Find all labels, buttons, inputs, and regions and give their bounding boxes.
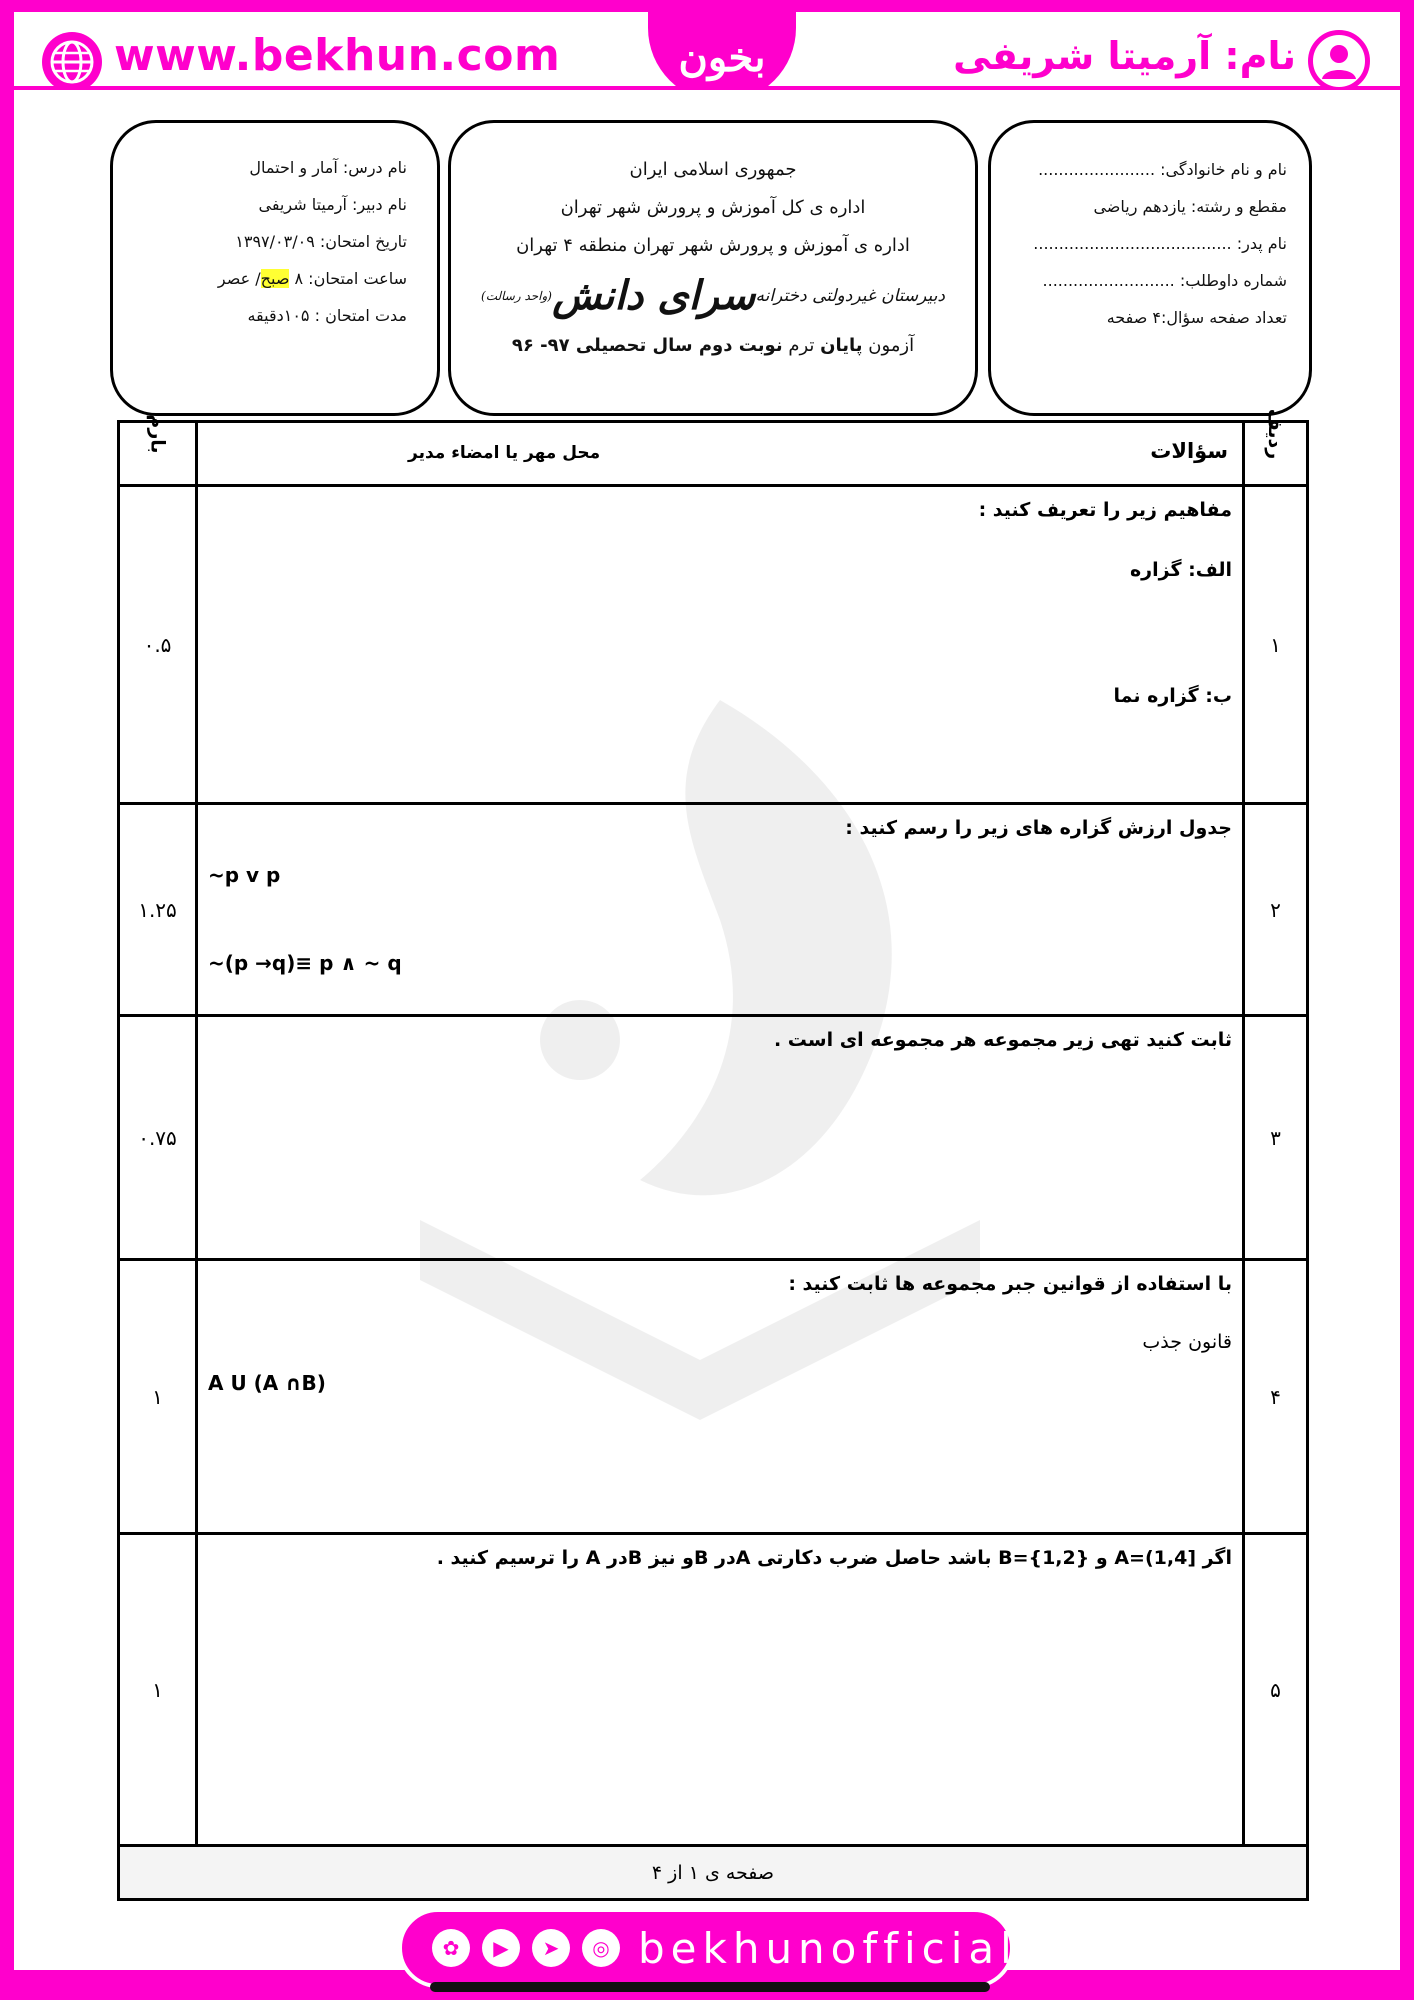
question-number: ۲ <box>1244 804 1308 1016</box>
question-cell <box>197 1534 1244 1846</box>
question-cell <box>197 1016 1244 1260</box>
school-row <box>451 265 975 327</box>
question-subtitle: قانون جذب <box>1142 1331 1232 1353</box>
stamp-area-label: محل مهر یا امضاء مدیر <box>408 443 601 463</box>
exam-title-term: ترم <box>782 335 821 356</box>
exam-time-suffix: / عصر <box>217 269 261 288</box>
column-header-score-text: بارم <box>146 414 169 454</box>
question-cell <box>197 486 1244 804</box>
question-text: مفاهیم زیر را تعریف کنید : <box>978 499 1232 521</box>
page-count-field: تعداد صفحه سؤال:۴ صفحه <box>1106 308 1287 327</box>
question-text: جدول ارزش گزاره های زیر را رسم کنید : <box>845 817 1232 839</box>
formula-2: ~(p →q)≡ p ∧ ~ q <box>208 951 402 975</box>
teacher-name: نام دبیر: آرمیتا شریفی <box>258 195 407 214</box>
question-score: ۱ <box>119 1260 197 1534</box>
exam-title-round: نوبت دوم <box>698 335 783 356</box>
formula-1: A U (A ∩B) <box>208 1371 326 1395</box>
student-name: نام: آرمیتا شریفی <box>953 34 1296 78</box>
social-icons <box>432 1929 620 1967</box>
telegram-icon[interactable]: ➤ <box>532 1929 570 1967</box>
exam-time-prefix: ساعت امتحان: ۸ <box>289 269 407 288</box>
question-text: اگر [1,4)=A و {1,2}=B باشد حاصل ضرب دکارتی Aدر Bو نیز Bدر A را ترسیم کنید . <box>436 1547 1232 1569</box>
formula-1: ~p v p <box>208 863 281 887</box>
question-score: ۱.۲۵ <box>119 804 197 1016</box>
question-score: ۱ <box>119 1534 197 1846</box>
school-header-box <box>448 120 978 416</box>
exam-time <box>133 260 407 297</box>
exam-duration: مدت امتحان : ۱۰۵دقیقه <box>247 306 407 325</box>
question-part-a: الف: گزاره <box>1129 559 1232 581</box>
school-type: دبیرستان غیردولتی دخترانه <box>755 286 945 306</box>
school-name: سرای دانش <box>552 272 756 319</box>
table-row <box>119 1016 1308 1260</box>
exam-title <box>451 327 975 365</box>
school-branch: (واحد رسالت) <box>481 289 552 303</box>
father-name-field: نام پدر: ....................................... <box>1033 234 1287 253</box>
exam-title-year: سال تحصیلی ۹۷- ۹۶ <box>511 335 699 356</box>
column-header-number <box>1244 408 1308 486</box>
table-header-row <box>119 422 1308 486</box>
question-cell <box>197 1260 1244 1534</box>
question-number: ۵ <box>1244 1534 1308 1846</box>
education-office-line: اداره ی کل آموزش و پرورش شهر تهران <box>560 197 866 218</box>
site-url-link[interactable]: www.bekhun.com <box>114 30 561 81</box>
table-row <box>119 1534 1308 1846</box>
question-score: ۰.۷۵ <box>119 1016 197 1260</box>
question-text: ثابت کنید تهی زیر مجموعه هر مجموعه ای است . <box>773 1029 1232 1051</box>
exam-info-box <box>110 120 440 416</box>
question-number: ۴ <box>1244 1260 1308 1534</box>
column-header-questions-text: سؤالات <box>1150 439 1228 463</box>
column-header-questions <box>197 422 1244 486</box>
top-bar <box>0 0 1414 92</box>
exam-title-final: پایان <box>820 335 863 356</box>
brand-logo-text: بخون <box>678 33 766 81</box>
person-icon <box>1308 30 1370 92</box>
exam-time-highlight: صبح <box>260 269 290 288</box>
page-number: صفحه ی ۱ از ۴ <box>119 1846 1308 1900</box>
globe-icon <box>42 32 102 92</box>
table-row <box>119 804 1308 1016</box>
youtube-icon[interactable]: ▶ <box>482 1929 520 1967</box>
question-cell <box>197 804 1244 1016</box>
bottom-shadow <box>430 1982 990 1992</box>
exam-date: تاریخ امتحان: ۱۳۹۷/۰۳/۰۹ <box>235 232 407 251</box>
social-handle[interactable]: bekhunofficial <box>638 1923 1018 1973</box>
social-bar <box>398 1908 1018 1988</box>
question-number: ۱ <box>1244 486 1308 804</box>
question-text: با استفاده از قوانین جبر مجموعه ها ثابت کنید : <box>788 1273 1232 1295</box>
table-footer-row <box>119 1846 1308 1900</box>
column-header-score <box>119 414 197 486</box>
table-row <box>119 486 1308 804</box>
question-number: ۳ <box>1244 1016 1308 1260</box>
table-row <box>119 1260 1308 1534</box>
republic-line: جمهوری اسلامی ایران <box>629 159 797 180</box>
aparat-icon[interactable]: ✿ <box>432 1929 470 1967</box>
exam-title-prefix: آزمون <box>868 335 915 356</box>
district-line: اداره ی آموزش و پرورش شهر تهران منطقه ۴ تهران <box>516 235 910 256</box>
column-header-number-text: ردیف <box>1264 408 1287 460</box>
question-score: ۰.۵ <box>119 486 197 804</box>
student-info-box <box>988 120 1312 416</box>
candidate-number-field: شماره داوطلب: .......................... <box>1042 271 1287 290</box>
question-part-b: ب: گزاره نما <box>1113 685 1232 707</box>
full-name-field: نام و نام خانوادگی: ....................... <box>1038 160 1287 179</box>
instagram-icon[interactable]: ◎ <box>582 1929 620 1967</box>
grade-field: مقطع و رشته: یازدهم ریاضی <box>1093 197 1287 216</box>
brand-logo <box>648 12 796 102</box>
course-name: نام درس: آمار و احتمال <box>249 158 407 177</box>
questions-table <box>117 408 1309 1901</box>
